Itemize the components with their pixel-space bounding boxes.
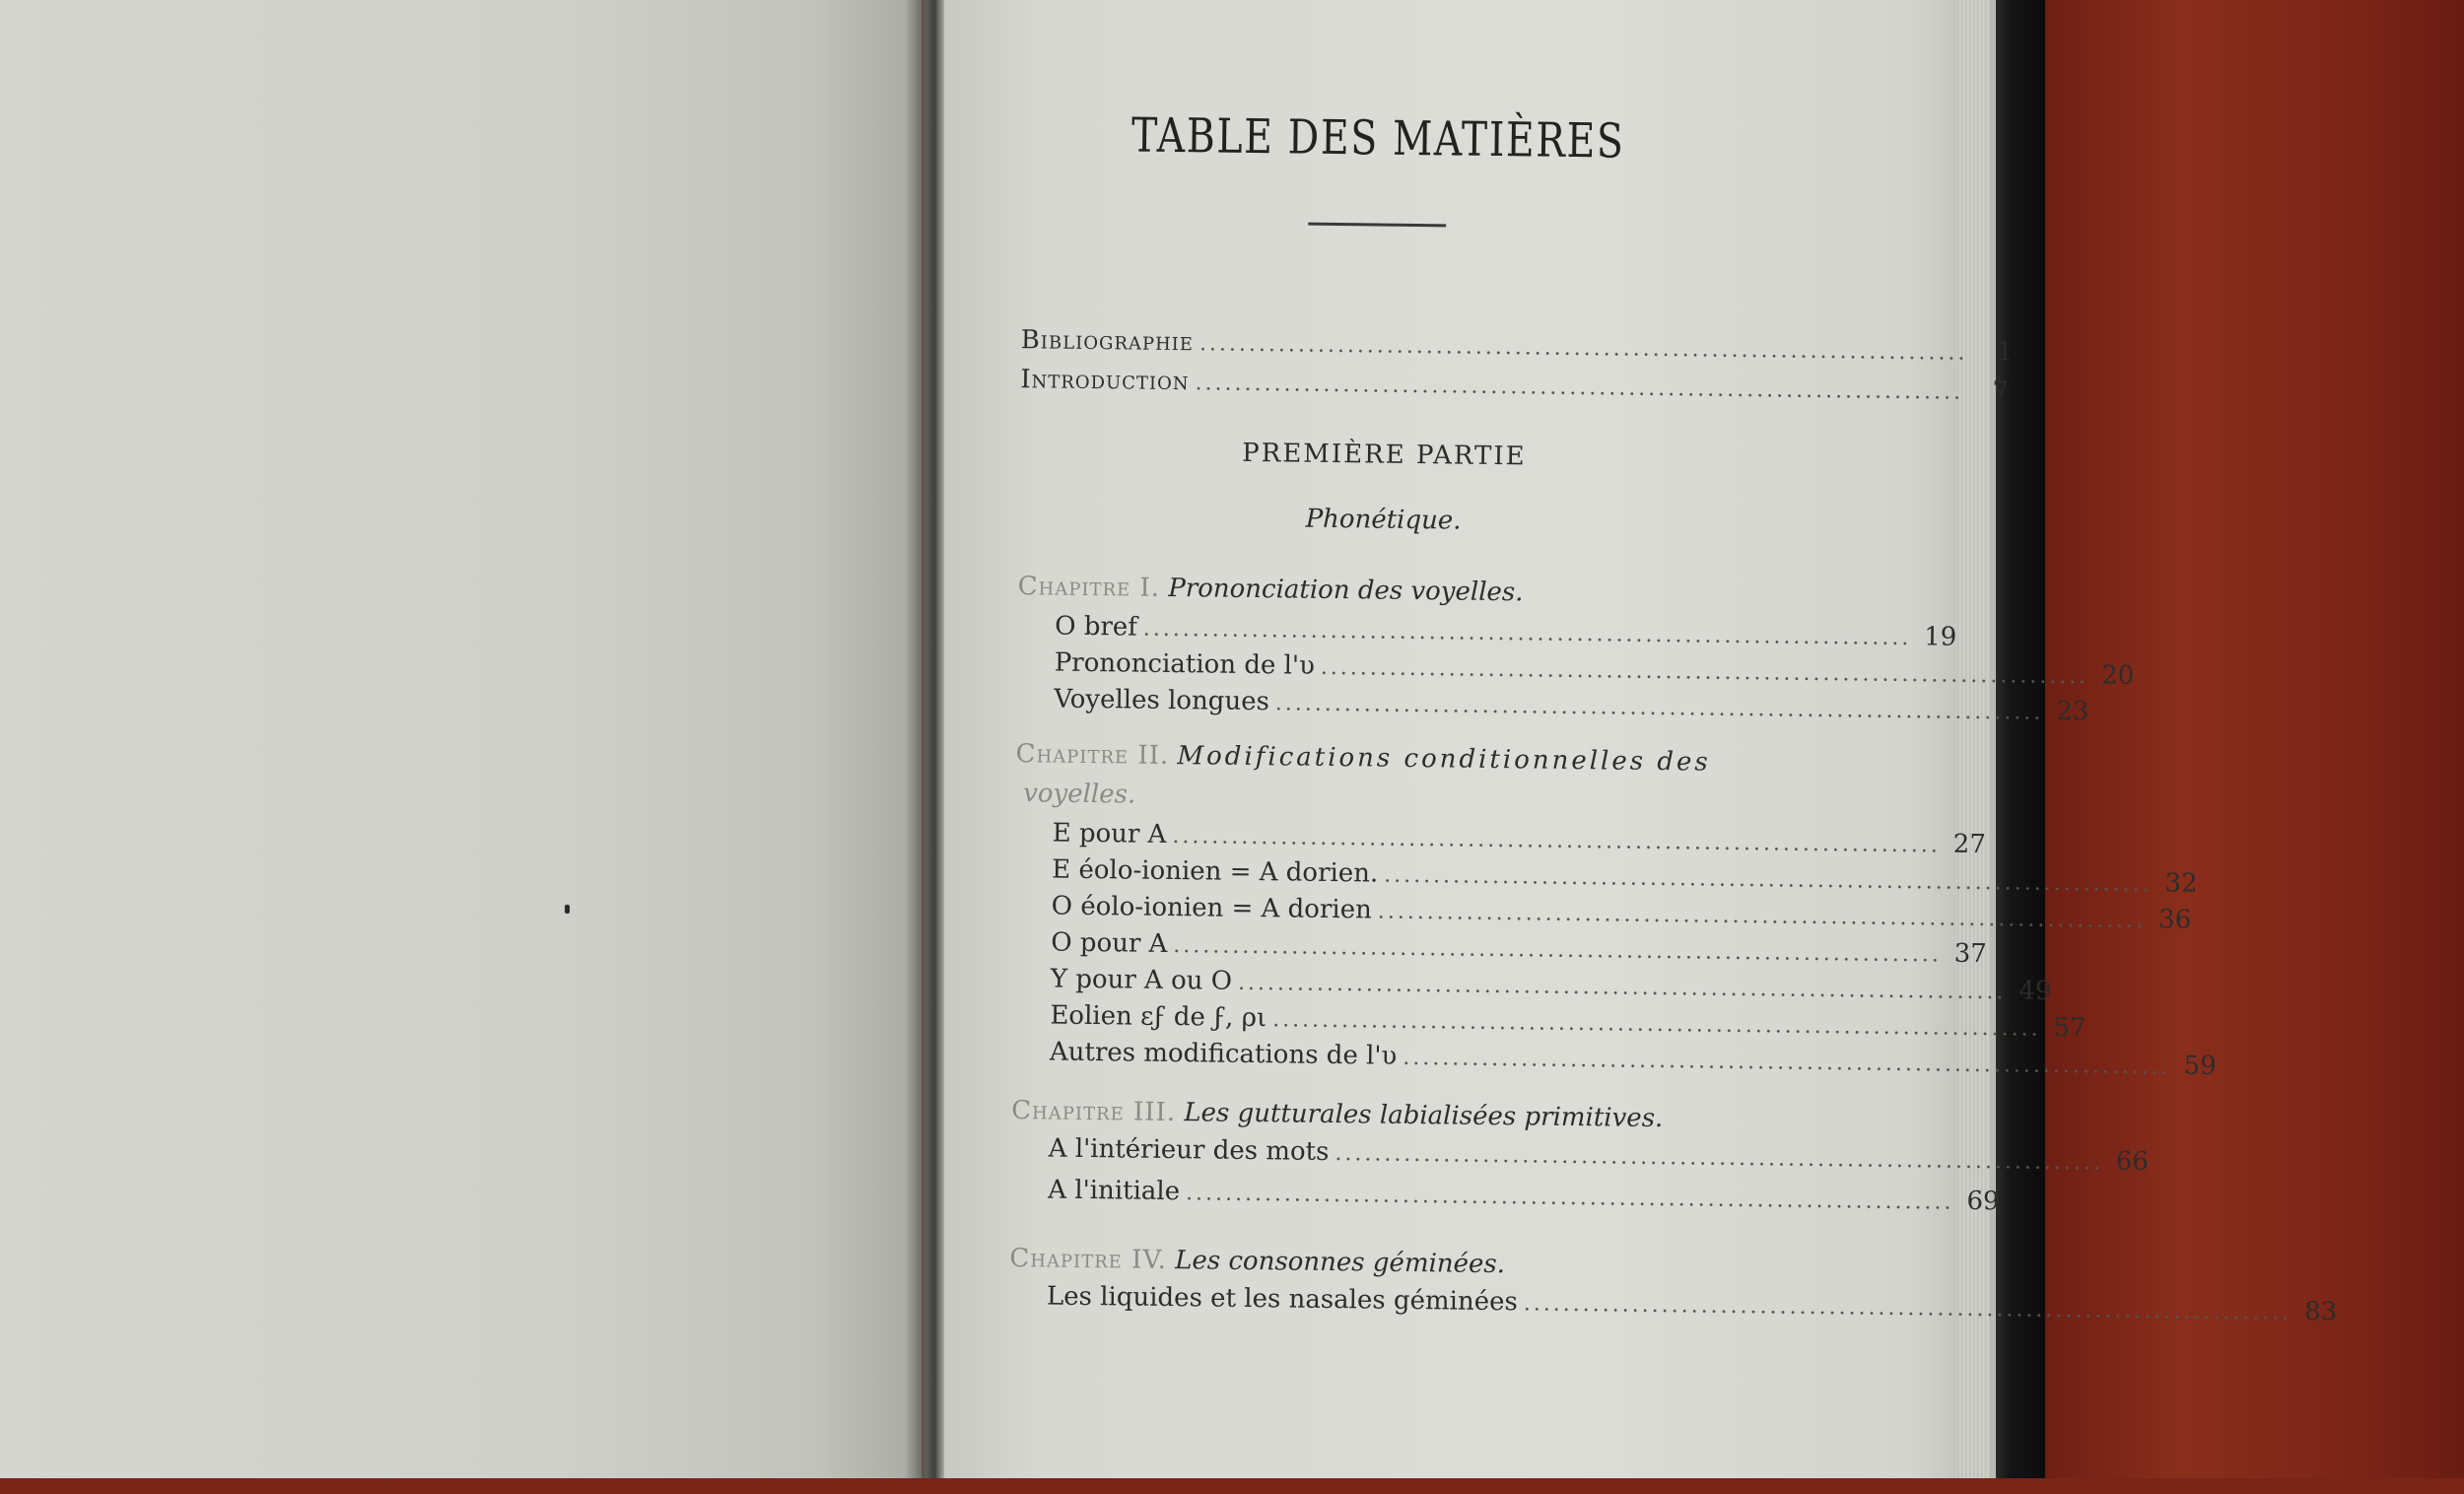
entry-page: 37: [1953, 938, 1987, 970]
leader-dots: ..............................................................................: [1237, 970, 2007, 1005]
leader-dots: ..............................................................................: [1335, 1141, 2104, 1176]
entry-label: Introduction: [1020, 365, 1190, 397]
leader-dots: ..............................................................................: [1523, 1291, 2293, 1325]
toc-entry: [1049, 1037, 2217, 1081]
leader-dots: ..............................................................................: [1377, 899, 2147, 934]
toc-entry: [1020, 365, 2010, 407]
entry-page: 49: [2019, 976, 2052, 1006]
entry-page: 23: [2056, 696, 2089, 727]
toc-entry: [1051, 891, 2192, 935]
chapter-title: Les gutturales labialisées primitives.: [1184, 1098, 1664, 1134]
toc-entry: [1051, 927, 1987, 970]
chapter-prefix: Chapitre IV.: [1009, 1244, 1168, 1275]
leader-dots: ..............................................................................: [1274, 691, 2044, 725]
entry-label: Bibliographie: [1020, 325, 1195, 358]
entry-page: 66: [2115, 1146, 2150, 1178]
entry-page: 20: [2100, 660, 2135, 691]
entry-label: Prononciation de l'υ: [1054, 647, 1316, 681]
entry-page: 57: [2053, 1012, 2087, 1044]
entry-page: 1: [1996, 337, 2014, 368]
chapter-prefix: Chapitre III.: [1011, 1096, 1177, 1128]
entry-page: 19: [1924, 622, 1957, 652]
entry-page: 59: [2183, 1051, 2217, 1081]
book-gutter: [905, 0, 944, 1478]
entry-label: A l'intérieur des mots: [1048, 1133, 1330, 1167]
chapter-title-continued: voyelles.: [1022, 779, 1136, 810]
leader-dots: ..............................................................................: [1185, 1181, 1954, 1215]
toc-entry: [1054, 684, 2089, 727]
entry-label: Voyelles longues: [1054, 684, 1270, 717]
chapter-prefix: Chapitre I.: [1017, 572, 1161, 603]
toc-entry: [1054, 647, 2135, 691]
chapter-heading: [1009, 1244, 1505, 1279]
toc-entry: [1048, 1133, 2150, 1178]
chapter-heading: [1018, 572, 1524, 607]
toc-title: TABLE DES MATIÈRES: [1130, 107, 1625, 170]
leader-dots: ..............................................................................: [1403, 1045, 2171, 1080]
table-of-contents: [997, 0, 2338, 1488]
entry-label: E pour A: [1052, 818, 1167, 849]
entry-label: Autres modifications de l'υ: [1049, 1037, 1398, 1071]
toc-entry: [1052, 854, 2198, 899]
part-heading: PREMIÈRE PARTIE: [1242, 438, 1527, 472]
chapter-title: Prononciation des voyelles.: [1168, 573, 1524, 608]
left-page: [0, 0, 922, 1478]
toc-entry: [1052, 818, 1987, 860]
leader-dots: ..............................................................................: [1198, 331, 1968, 366]
entry-label: E éolo-ionien = A dorien.: [1052, 854, 1379, 889]
toc-entry: [1050, 964, 2052, 1006]
leader-dots: ..............................................................................: [1195, 371, 1964, 405]
leader-dots: ..............................................................................: [1384, 862, 2153, 898]
entry-label: Eolien εϝ de ϝ, ρι: [1050, 1000, 1267, 1034]
chapter-heading: [1011, 1096, 1663, 1133]
entry-label: O éolo-ionien = A dorien: [1051, 891, 1373, 925]
toc-entry: [1046, 1281, 2338, 1327]
entry-page: 7: [1992, 376, 2010, 407]
entry-label: Υ pour A ou O: [1050, 964, 1233, 996]
entry-page: 32: [2164, 868, 2198, 899]
toc-entry: [1050, 1000, 2087, 1044]
chapter-prefix: Chapitre II.: [1015, 739, 1170, 771]
entry-label: O pour A: [1051, 927, 1168, 959]
leader-dots: ..............................................................................: [1173, 933, 1942, 968]
entry-label: O bref: [1055, 611, 1138, 643]
entry-page: 27: [1952, 829, 1987, 860]
entry-page: 83: [2303, 1297, 2338, 1327]
paper-speck: [565, 905, 570, 914]
chapter-title: Les consonnes géminées.: [1175, 1246, 1506, 1280]
toc-entry: [1020, 325, 2014, 368]
tablecloth-background: [2030, 0, 2464, 1478]
leader-dots: ..............................................................................: [1172, 824, 1941, 858]
leader-dots: ..............................................................................: [1142, 616, 1912, 651]
leader-dots: ..............................................................................: [1272, 1007, 2041, 1042]
title-rule: [1308, 223, 1446, 228]
part-subtitle: Phonétique.: [1305, 504, 1462, 536]
chapter-heading: [1015, 739, 1710, 778]
entry-label: A l'initiale: [1048, 1175, 1181, 1207]
toc-entry: [1048, 1175, 2000, 1217]
page-edges: [1956, 0, 1990, 1478]
entry-page: 69: [1966, 1186, 2000, 1217]
chapter-title: Modifications conditionnelles des: [1177, 741, 1711, 778]
chapter-heading-continued: [1023, 779, 1135, 809]
leader-dots: ..............................................................................: [1320, 654, 2089, 690]
entry-page: 36: [2157, 905, 2192, 935]
entry-label: Les liquides et les nasales géminées: [1046, 1281, 1518, 1318]
toc-entry: [1055, 611, 1957, 652]
